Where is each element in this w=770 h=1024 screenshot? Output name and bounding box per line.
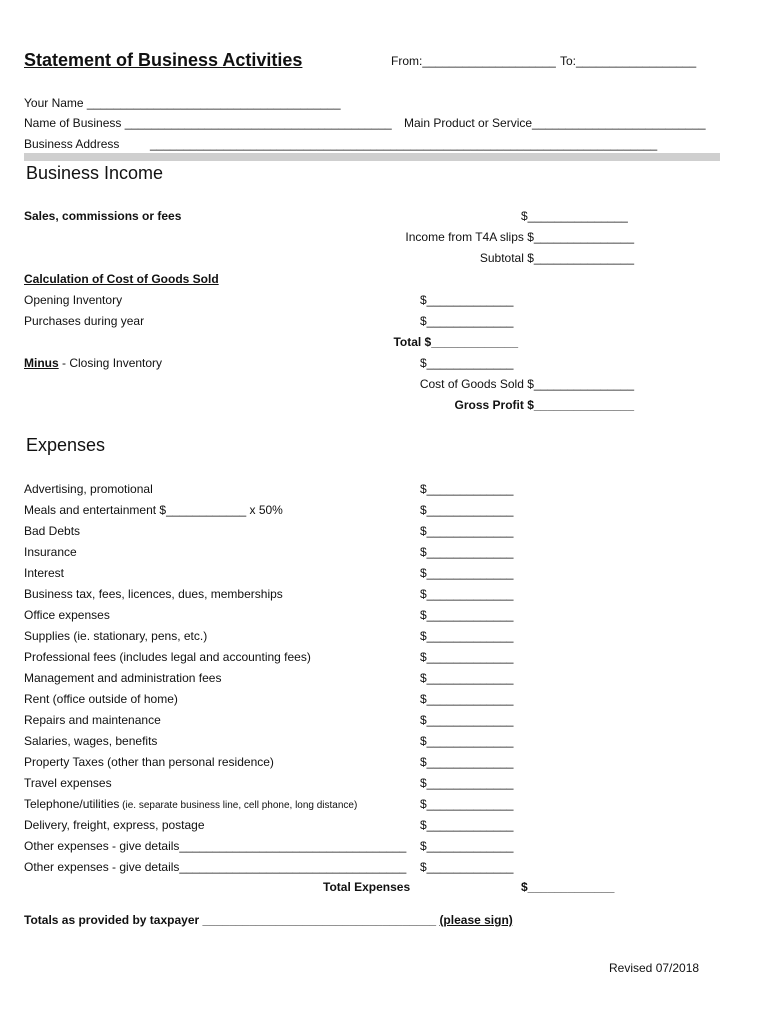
expense-item-label — [24, 692, 178, 706]
expense-amount-field[interactable]: $_____________ — [420, 503, 514, 517]
expenses-heading: Expenses — [26, 435, 106, 455]
your-name-field[interactable]: Your Name ______________________________________ — [24, 96, 341, 110]
expense-item-text: Travel expenses — [24, 776, 112, 790]
please-sign-text: (please sign) — [439, 913, 513, 927]
sales-field[interactable]: $_______________ — [521, 209, 628, 223]
expense-item-label — [24, 503, 283, 517]
expense-item-label — [24, 860, 406, 874]
expense-item-text: Management and administration fees — [24, 671, 222, 685]
expense-amount-field[interactable]: $_____________ — [420, 524, 514, 538]
expense-item-text: Salaries, wages, benefits — [24, 734, 158, 748]
total-expenses-label: Total Expenses — [323, 880, 411, 894]
totals-text: Totals as provided by taxpayer ___________________________________ — [24, 913, 437, 927]
expense-amount-field[interactable]: $_____________ — [420, 734, 514, 748]
opening-inventory-field[interactable]: $_____________ — [420, 293, 514, 307]
main-product-field[interactable]: Main Product or Service__________________________ — [404, 116, 706, 130]
expense-item-text: Repairs and maintenance — [24, 713, 161, 727]
expense-item-text: Other expenses - give details__________________________________ — [24, 839, 407, 853]
expense-item-text: Office expenses — [24, 608, 110, 622]
expense-item-text: Rent (office outside of home) — [24, 692, 178, 706]
expense-amount-field[interactable]: $_____________ — [420, 482, 514, 496]
from-date-field[interactable]: From:____________________ — [391, 54, 556, 68]
expense-item-label — [24, 650, 311, 664]
expense-item-label — [24, 713, 161, 727]
expense-amount-field[interactable]: $_____________ — [420, 713, 514, 727]
t4a-income-field[interactable]: Income from T4A slips $_______________ — [405, 230, 634, 244]
expense-item-label — [24, 545, 77, 559]
expense-amount-field[interactable]: $_____________ — [420, 608, 514, 622]
business-address-field[interactable]: ____________________________________________________________________________ — [150, 137, 658, 151]
expense-amount-field[interactable]: $_____________ — [420, 629, 514, 643]
telephone-note: (ie. separate business line, cell phone, long distance) — [119, 800, 358, 811]
expense-amount-field[interactable]: $_____________ — [420, 692, 514, 706]
taxpayer-signature-line[interactable] — [24, 913, 513, 927]
purchases-label: Purchases during year — [24, 314, 145, 328]
expense-amount-field[interactable]: $_____________ — [420, 566, 514, 580]
expense-item-label — [24, 608, 110, 622]
expense-item-text: Interest — [24, 566, 65, 580]
expense-amount-field[interactable]: $_____________ — [420, 860, 514, 874]
expense-amount-field[interactable]: $_____________ — [420, 671, 514, 685]
expense-item-text: Other expenses - give details__________________________________ — [24, 860, 407, 874]
expense-amount-field[interactable]: $_____________ — [420, 755, 514, 769]
expense-amount-field[interactable]: $_____________ — [420, 839, 514, 853]
expense-item-label — [24, 671, 221, 685]
expense-item-label — [24, 797, 357, 813]
section-divider — [24, 153, 720, 161]
expense-item-text: Property Taxes (other than personal residence) — [24, 755, 274, 769]
expense-item-text: Business tax, fees, licences, dues, memberships — [24, 587, 283, 601]
business-income-heading: Business Income — [26, 163, 164, 183]
cost-of-goods-sold-field[interactable]: Cost of Goods Sold $_______________ — [419, 377, 634, 391]
expense-item-label — [24, 755, 274, 769]
expense-item-text: Telephone/utilities — [24, 797, 120, 811]
cogs-heading: Calculation of Cost of Goods Sold — [24, 272, 219, 286]
total-expenses-field[interactable]: $_____________ — [521, 880, 615, 894]
closing-inventory-label — [24, 356, 162, 370]
business-name-field[interactable]: Name of Business ________________________________________ — [24, 116, 392, 130]
expense-item-label — [24, 734, 157, 748]
expense-item-label — [24, 629, 207, 643]
gross-profit-field[interactable]: Gross Profit $_______________ — [454, 398, 634, 412]
closing-inventory-text: - Closing Inventory — [58, 356, 163, 370]
purchases-field[interactable]: $_____________ — [420, 314, 514, 328]
expense-item-label — [24, 818, 205, 832]
to-date-field[interactable]: To:__________________ — [560, 54, 697, 68]
sales-label: Sales, commissions or fees — [24, 209, 182, 223]
expense-amount-field[interactable]: $_____________ — [420, 650, 514, 664]
expense-item-text: Supplies (ie. stationary, pens, etc.) — [24, 629, 208, 643]
expense-item-text: Professional fees (includes legal and accounting fees) — [24, 650, 311, 664]
opening-inventory-label: Opening Inventory — [24, 293, 123, 307]
subtotal-field[interactable]: Subtotal $_______________ — [479, 251, 634, 265]
expense-item-label — [24, 524, 80, 538]
expense-item-text: Insurance — [24, 545, 77, 559]
revised-date: Revised 07/2018 — [609, 961, 700, 975]
expense-amount-field[interactable]: $_____________ — [420, 797, 514, 811]
expense-item-text: Bad Debts — [24, 524, 81, 538]
expense-amount-field[interactable]: $_____________ — [420, 776, 514, 790]
expense-amount-field[interactable]: $_____________ — [420, 818, 514, 832]
expense-item-label — [24, 776, 112, 790]
expense-item-label — [24, 839, 406, 853]
page-title: Statement of Business Activities — [24, 50, 303, 70]
expense-item-text: Advertising, promotional — [24, 482, 153, 496]
expense-item-label — [24, 566, 64, 580]
expense-amount-field[interactable]: $_____________ — [420, 587, 514, 601]
cogs-total-field[interactable]: Total $_____________ — [393, 335, 518, 349]
expense-item-text: Delivery, freight, express, postage — [24, 818, 205, 832]
business-address-label: Business Address — [24, 137, 120, 151]
expense-item-label — [24, 482, 153, 496]
expense-amount-field[interactable]: $_____________ — [420, 545, 514, 559]
closing-inventory-field[interactable]: $_____________ — [420, 356, 514, 370]
expense-item-text: Meals and entertainment $____________ x 50% — [24, 503, 283, 517]
expense-item-label — [24, 587, 283, 601]
minus-word: Minus — [24, 356, 59, 370]
